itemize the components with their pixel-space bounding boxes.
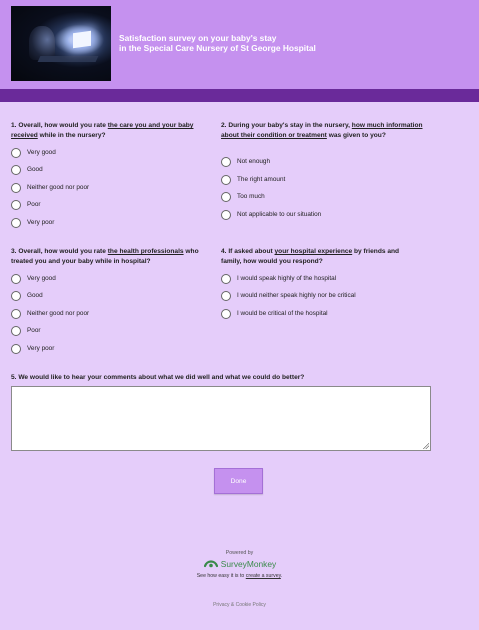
comments-textarea[interactable] — [11, 386, 431, 451]
question-4-suffix: by friends and family, how would you respond? — [221, 248, 400, 265]
q3-option-very-poor[interactable] — [11, 344, 54, 354]
option-label: Very poor — [27, 219, 55, 226]
question-4-prefix: 4. If asked about — [221, 248, 275, 255]
create-survey-suffix: . — [280, 573, 283, 579]
surveymonkey-mark-icon — [204, 559, 218, 569]
q3-option-very-good[interactable] — [11, 274, 56, 284]
radio-button[interactable] — [11, 218, 21, 228]
q3-option-neither[interactable] — [11, 309, 89, 319]
question-1-text — [11, 121, 211, 140]
surveymonkey-brand: SurveyMonkey — [220, 558, 277, 569]
option-label: Poor — [27, 327, 41, 334]
radio-button[interactable] — [221, 291, 231, 301]
radio-button[interactable] — [11, 326, 21, 336]
question-3-emphasis: the health professionals — [107, 248, 184, 255]
q2-option-too-much[interactable] — [221, 192, 265, 202]
resize-handle-icon[interactable] — [422, 442, 429, 449]
radio-button[interactable] — [11, 309, 21, 319]
q4-option-neither[interactable] — [221, 291, 356, 301]
q2-option-not-enough[interactable] — [221, 157, 270, 167]
radio-button[interactable] — [221, 192, 231, 202]
radio-button[interactable] — [11, 291, 21, 301]
radio-button[interactable] — [221, 274, 231, 284]
radio-button[interactable] — [11, 274, 21, 284]
radio-button[interactable] — [221, 210, 231, 220]
logo-person-silhouette — [29, 26, 55, 60]
option-label: Not applicable to our situation — [237, 211, 322, 218]
question-5-prefix: 5. We would like to hear your comments about what we did well and what we could do better? — [11, 374, 305, 381]
survey-title-line2: in the Special Care Nursery of St George Hospital — [119, 43, 316, 53]
header-divider-band — [0, 89, 479, 102]
surveymonkey-logo[interactable] — [199, 557, 281, 570]
option-label: Not enough — [237, 158, 271, 165]
option-label: Neither good nor poor — [27, 184, 90, 191]
create-survey-text — [0, 573, 479, 579]
option-label: Very good — [27, 275, 56, 282]
q2-option-right-amount[interactable] — [221, 175, 285, 185]
question-3-suffix: who treated you and your baby while in hospital? — [11, 248, 199, 265]
logo-laptop-screen — [73, 31, 91, 49]
radio-button[interactable] — [221, 175, 231, 185]
question-3-prefix: 3. Overall, how would you rate — [11, 248, 108, 255]
option-label: Very poor — [27, 345, 55, 352]
survey-logo-image — [11, 6, 111, 81]
option-label: Good — [27, 166, 43, 173]
q1-option-poor[interactable] — [11, 200, 41, 210]
question-2-suffix: was given to you? — [326, 131, 386, 139]
q2-option-not-applicable[interactable] — [221, 210, 321, 220]
survey-title-line1: Satisfaction survey on your baby's stay — [119, 33, 277, 43]
option-label: Very good — [27, 149, 56, 156]
privacy-policy-link[interactable]: Privacy & Cookie Policy — [213, 602, 266, 608]
question-4-emphasis: your hospital experience — [274, 248, 353, 255]
radio-button[interactable] — [11, 344, 21, 354]
option-label: Good — [27, 292, 43, 299]
question-1-suffix: while in the nursery? — [37, 131, 106, 139]
radio-button[interactable] — [11, 200, 21, 210]
radio-button[interactable] — [221, 309, 231, 319]
survey-header — [0, 0, 479, 89]
question-1-prefix: 1. Overall, how would you rate — [11, 122, 108, 129]
logo-desk — [38, 56, 99, 62]
option-label: I would speak highly of the hospital — [237, 275, 337, 282]
option-label: The right amount — [237, 176, 286, 183]
question-4-text — [221, 247, 421, 266]
q1-option-good[interactable] — [11, 165, 43, 175]
q4-option-critical[interactable] — [221, 309, 328, 319]
done-button[interactable]: Done — [214, 468, 263, 494]
radio-button[interactable] — [11, 165, 21, 175]
powered-by-text: Powered by — [225, 550, 254, 556]
option-label: Poor — [27, 201, 41, 208]
radio-button[interactable] — [221, 157, 231, 167]
q3-option-poor[interactable] — [11, 326, 41, 336]
question-5-text — [11, 373, 431, 383]
q3-option-good[interactable] — [11, 291, 43, 301]
question-3-text — [11, 247, 213, 266]
q1-option-very-good[interactable] — [11, 148, 56, 158]
option-label: Neither good nor poor — [27, 310, 90, 317]
radio-button[interactable] — [11, 148, 21, 158]
create-survey-prefix: See how easy it is to — [196, 573, 246, 579]
question-2-emphasis: how much information about their condition or treatment — [221, 122, 423, 139]
q1-option-neither[interactable] — [11, 183, 89, 193]
question-1-emphasis: the care you and your baby received — [11, 122, 194, 139]
option-label: I would neither speak highly nor be critical — [237, 292, 356, 299]
create-survey-link[interactable]: create a survey — [245, 573, 281, 579]
radio-button[interactable] — [11, 183, 21, 193]
q4-option-speak-highly[interactable] — [221, 274, 336, 284]
question-2-text — [221, 121, 426, 140]
option-label: Too much — [237, 193, 265, 200]
survey-title — [119, 33, 459, 53]
q1-option-very-poor[interactable] — [11, 218, 54, 228]
question-2-prefix: 2. During your baby's stay in the nursery, — [221, 122, 352, 129]
option-label: I would be critical of the hospital — [237, 310, 328, 317]
